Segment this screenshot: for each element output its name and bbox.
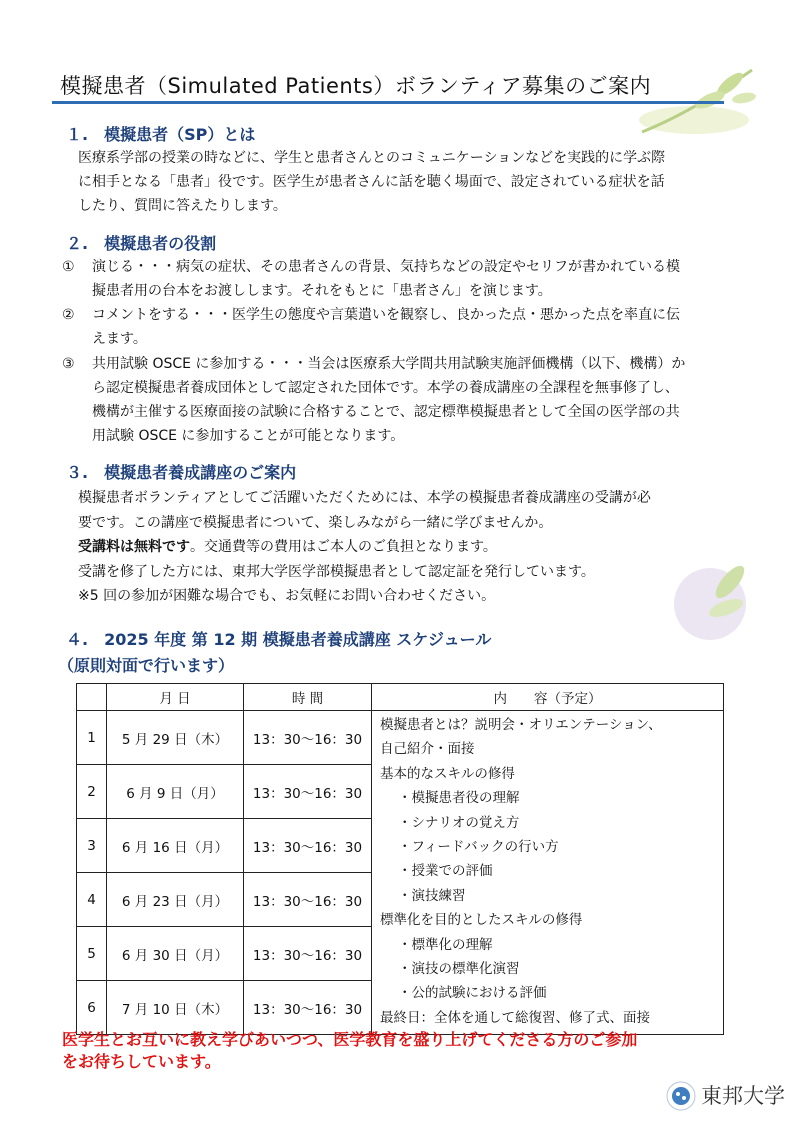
header-no xyxy=(77,684,107,711)
session-number: 1 xyxy=(77,711,107,765)
title-underline xyxy=(52,101,724,104)
role-item-line: 機構が主催する医療面接の試験に合格することで、認定標準模擬患者として全国の医学部の共 xyxy=(92,404,680,420)
section-1-line: したり、質問に答えたりします。 xyxy=(78,198,287,214)
schedule-header-row xyxy=(77,684,724,711)
closing-line: をお待ちしています。 xyxy=(62,1052,221,1071)
role-item-line: 共用試験 OSCE に参加する・・・当会は医療系大学間共用試験実施評価機構（以下、機構）か xyxy=(92,356,686,372)
session-date: 6 月 30 日（月） xyxy=(107,927,244,981)
free-tuition-rest: 。交通費等の費用はご本人のご負担となります。 xyxy=(190,539,497,555)
section-3-heading: ３. 模擬患者養成講座のご案内 xyxy=(66,463,297,482)
section-1-line: 医療系学部の授業の時などに、学生と患者さんとのコミュニケーションなどを実践的に学ぶ際 xyxy=(78,150,666,166)
section-3-line: 模擬患者ボランティアとしてご活躍いただくためには、本学の模擬患者養成講座の受講が必 xyxy=(78,490,651,506)
page-title: 模擬患者（Simulated Patients）ボランティア募集のご案内 xyxy=(60,74,652,98)
role-item-2 xyxy=(92,303,752,351)
content-line: 模擬患者とは？説明会・オリエンテーション、 xyxy=(380,717,662,733)
content-line: 最終日：全体を通して総復習、修了式、面接 xyxy=(380,1009,650,1026)
header-content: 内 容（予定） xyxy=(372,684,724,711)
session-time: 13：30〜16：30 xyxy=(244,927,372,981)
session-date: 6 月 9 日（月） xyxy=(107,765,244,819)
session-date: 6 月 23 日（月） xyxy=(107,873,244,927)
free-tuition-emphasis: 受講料は無料です xyxy=(78,539,190,555)
content-line: 基本的なスキルの修得 xyxy=(380,765,515,782)
content-line: 標準化を目的としたスキルの修得 xyxy=(380,912,583,929)
session-number: 3 xyxy=(77,819,107,873)
session-time: 13：30〜16：30 xyxy=(244,981,372,1035)
section-2-heading: ２. 模擬患者の役割 xyxy=(66,234,217,253)
section-4-heading: ４. 2025 年度 第 12 期 模擬患者養成講座 スケジュール xyxy=(66,630,492,649)
session-date: 6 月 16 日（月） xyxy=(107,819,244,873)
session-number: 5 xyxy=(77,927,107,981)
session-number: 6 xyxy=(77,981,107,1035)
session-time: 13：30〜16：30 xyxy=(244,873,372,927)
university-crest-icon xyxy=(666,1081,696,1111)
section-1-body xyxy=(78,146,738,218)
role-item-3 xyxy=(92,352,752,448)
session-time: 13：30〜16：30 xyxy=(244,765,372,819)
section-3-note: ※5 回の参加が困難な場合でも、お気軽にお問い合わせください。 xyxy=(78,588,496,604)
session-number: 2 xyxy=(77,765,107,819)
section-3-free-line xyxy=(78,535,738,560)
content-line: ・公的試験における評価 xyxy=(398,985,547,1002)
role-item-1 xyxy=(92,255,752,303)
content-line: ・授業での評価 xyxy=(398,863,493,880)
role-item-line: えます。 xyxy=(92,331,147,347)
header-date: 月 日 xyxy=(107,684,244,711)
role-item-line: 擬患者用の台本をお渡しします。それをもとに「患者さん」を演じます。 xyxy=(92,283,552,299)
role-item-1-number: ① xyxy=(62,259,75,275)
section-1-heading: １. 模擬患者（SP）とは xyxy=(66,125,256,144)
content-line: ・演技の標準化演習 xyxy=(398,961,520,978)
section-1-line: に相手となる「患者」役です。医学生が患者さんに話を聴く場面で、設定されている症状を話 xyxy=(78,174,665,190)
session-content xyxy=(372,711,724,1035)
header-time: 時 間 xyxy=(244,684,372,711)
university-logo-text: 東邦大学 xyxy=(701,1084,785,1108)
content-line: 自己紹介・面接 xyxy=(380,741,475,758)
role-item-line: コメントをする・・・医学生の態度や言葉遣いを観察し、良かった点・悪かった点を率直に伝 xyxy=(92,307,680,323)
section-3-body xyxy=(78,486,738,609)
section-3-line: 要です。この講座で模擬患者について、楽しみながら一緒に学びませんか。 xyxy=(78,514,553,531)
content-line: ・シナリオの覚え方 xyxy=(398,814,520,831)
role-item-2-number: ② xyxy=(62,307,75,323)
role-item-line: 用試験 OSCE に参加することが可能となります。 xyxy=(92,428,405,444)
role-item-line: 演じる・・・病気の症状、その患者さんの背景、気持ちなどの設定やセリフが書かれている模 xyxy=(92,259,680,275)
role-item-3-number: ③ xyxy=(62,356,75,372)
closing-message xyxy=(62,1029,762,1073)
content-line: ・フィードバックの行い方 xyxy=(398,839,559,856)
session-date: 7 月 10 日（木） xyxy=(107,981,244,1035)
table-row xyxy=(77,711,724,765)
session-time: 13：30〜16：30 xyxy=(244,711,372,765)
session-time: 13：30〜16：30 xyxy=(244,819,372,873)
content-line: ・演技練習 xyxy=(398,887,466,904)
session-date: 5 月 29 日（木） xyxy=(107,711,244,765)
content-line: ・模擬患者役の理解 xyxy=(398,790,520,807)
content-line: ・標準化の理解 xyxy=(398,936,493,953)
schedule-table xyxy=(76,683,724,1035)
section-4-subheading: （原則対面で行います） xyxy=(58,656,235,675)
role-item-line: ら認定模擬患者養成団体として認定された団体です。本学の養成講座の全課程を無事修了し、 xyxy=(92,380,679,396)
closing-line: 医学生とお互いに教え学びあいつつ、医学教育を盛り上げてくださる方のご参加 xyxy=(62,1030,638,1049)
session-number: 4 xyxy=(77,873,107,927)
section-3-line: 受講を修了した方には、東邦大学医学部模擬患者として認定証を発行しています。 xyxy=(78,563,595,580)
